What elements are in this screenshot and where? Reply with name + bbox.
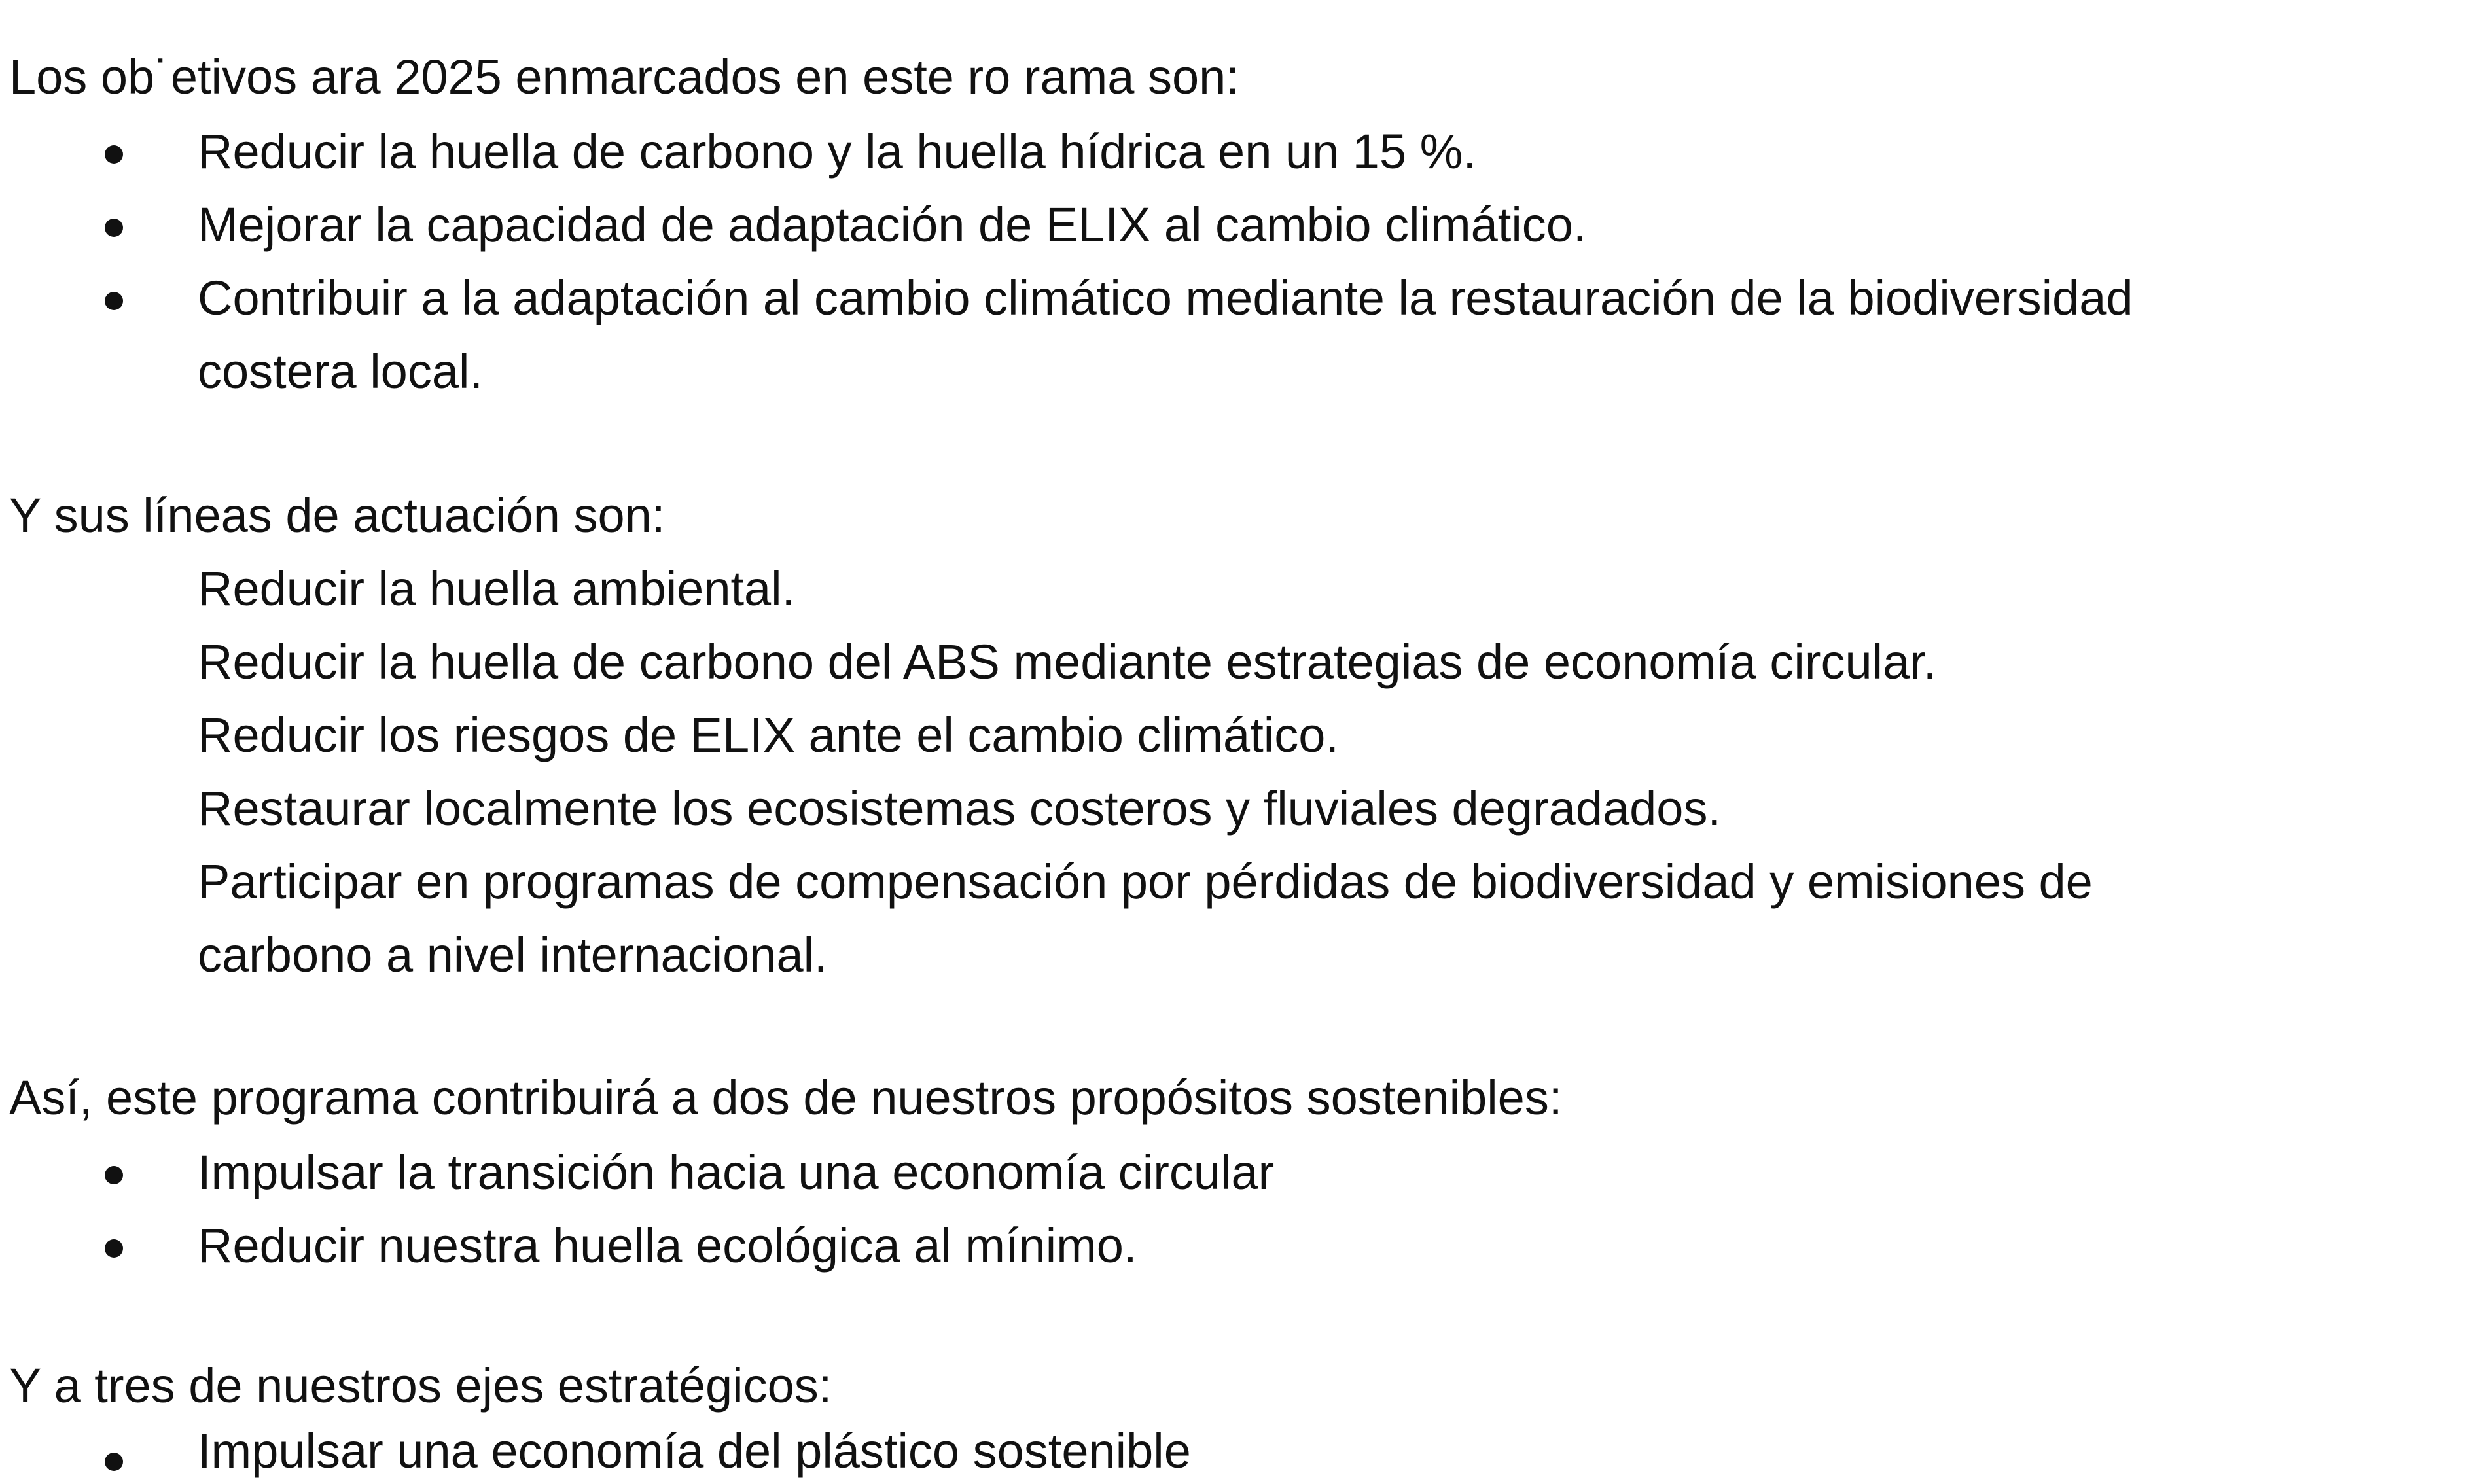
- bullet-icon: [105, 219, 123, 237]
- bullet-icon: [105, 1453, 123, 1471]
- purpose-item-1: Impulsar la transición hacia una economía circular: [198, 1145, 1275, 1199]
- bullet-icon: [105, 1239, 123, 1258]
- action-line-4: Restaurar localmente los ecosistemas costeros y fluviales degradados.: [198, 781, 1722, 836]
- objective-item-1: Reducir la huella de carbono y la huella hídrica en un 15 %.: [198, 124, 1477, 179]
- action-line-5: Participar en programas de compensación por pérdidas de biodiversidad y emisiones de: [198, 855, 2093, 909]
- bullet-icon: [105, 292, 123, 310]
- bullet-icon: [105, 1166, 123, 1184]
- action-line-5-continued: carbono a nivel internacional.: [198, 928, 828, 982]
- bullet-icon: [105, 145, 123, 164]
- objective-item-3-continued: costera local.: [198, 344, 483, 398]
- action-lines-intro: Y sus líneas de actuación son:: [9, 488, 666, 542]
- strategic-axis-item-1: Impulsar una economía del plástico sostenible: [198, 1424, 1191, 1478]
- objective-item-3: Contribuir a la adaptación al cambio climático mediante la restauración de la biodiversidad: [198, 271, 2133, 325]
- purpose-item-2: Reducir nuestra huella ecológica al mínimo.: [198, 1218, 1137, 1273]
- objective-item-2: Mejorar la capacidad de adaptación de ELIX al cambio climático.: [198, 198, 1587, 252]
- purposes-intro: Así, este programa contribuirá a dos de nuestros propósitos sostenibles:: [9, 1070, 1563, 1125]
- action-line-2: Reducir la huella de carbono del ABS mediante estrategias de economía circular.: [198, 635, 1937, 689]
- action-line-1: Reducir la huella ambiental.: [198, 561, 796, 616]
- strategic-axes-intro: Y a tres de nuestros ejes estratégicos:: [9, 1358, 832, 1413]
- action-line-3: Reducir los riesgos de ELIX ante el cambio climático.: [198, 708, 1339, 762]
- objectives-intro: Los ob˙etivos ara 2025 enmarcados en este ro rama son:: [9, 50, 1239, 104]
